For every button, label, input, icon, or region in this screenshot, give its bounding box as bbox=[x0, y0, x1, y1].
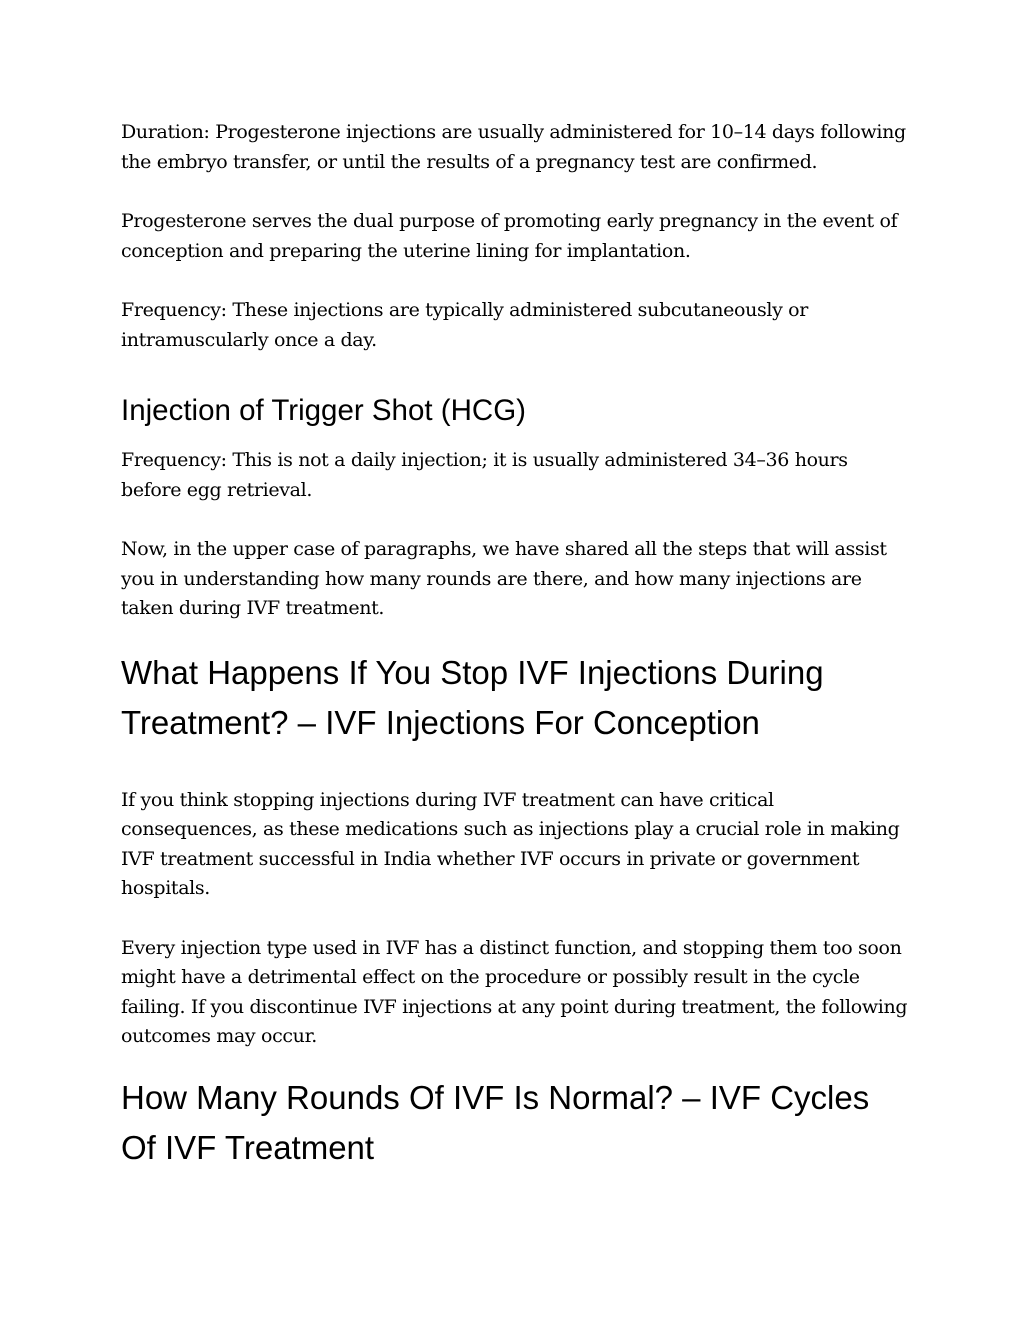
heading-stop-injections: What Happens If You Stop IVF Injections During Treatment? – IVF Injections For Conception bbox=[121, 653, 824, 741]
paragraph-frequency-daily: Frequency: These injections are typically administered subcutaneously or intramuscularly once a day. bbox=[121, 299, 808, 351]
document-page bbox=[121, 118, 911, 1173]
paragraph-frequency-trigger: Frequency: This is not a daily injection; it is usually administered 34–36 hours before egg retrieval. bbox=[121, 449, 848, 501]
paragraph-stopping-consequences: If you think stopping injections during IVF treatment can have critical consequences, as these medications such as injections play a crucial role in making IVF treatment successful in India whether IVF occurs in private or government hospitals. bbox=[121, 788, 900, 899]
heading-trigger-shot: Injection of Trigger Shot (HCG) bbox=[121, 394, 526, 427]
heading-rounds-normal: How Many Rounds Of IVF Is Normal? – IVF Cycles Of IVF Treatment bbox=[121, 1078, 870, 1166]
paragraph-duration: Duration: Progesterone injections are usually administered for 10–14 days following the embryo transfer, or until the results of a pregnancy test are confirmed. bbox=[121, 121, 906, 173]
paragraph-summary: Now, in the upper case of paragraphs, we have shared all the steps that will assist you in understanding how many rounds are there, and how many injections are taken during IVF treatment. bbox=[121, 538, 887, 619]
paragraph-purpose: Progesterone serves the dual purpose of promoting early pregnancy in the event of conception and preparing the uterine lining for implantation. bbox=[121, 210, 898, 262]
paragraph-injection-function: Every injection type used in IVF has a distinct function, and stopping them too soon might have a detrimental effect on the procedure or possibly result in the cycle failing. If you discontinue IVF injections at any point during treatment, the following outcomes may occur. bbox=[121, 936, 908, 1047]
